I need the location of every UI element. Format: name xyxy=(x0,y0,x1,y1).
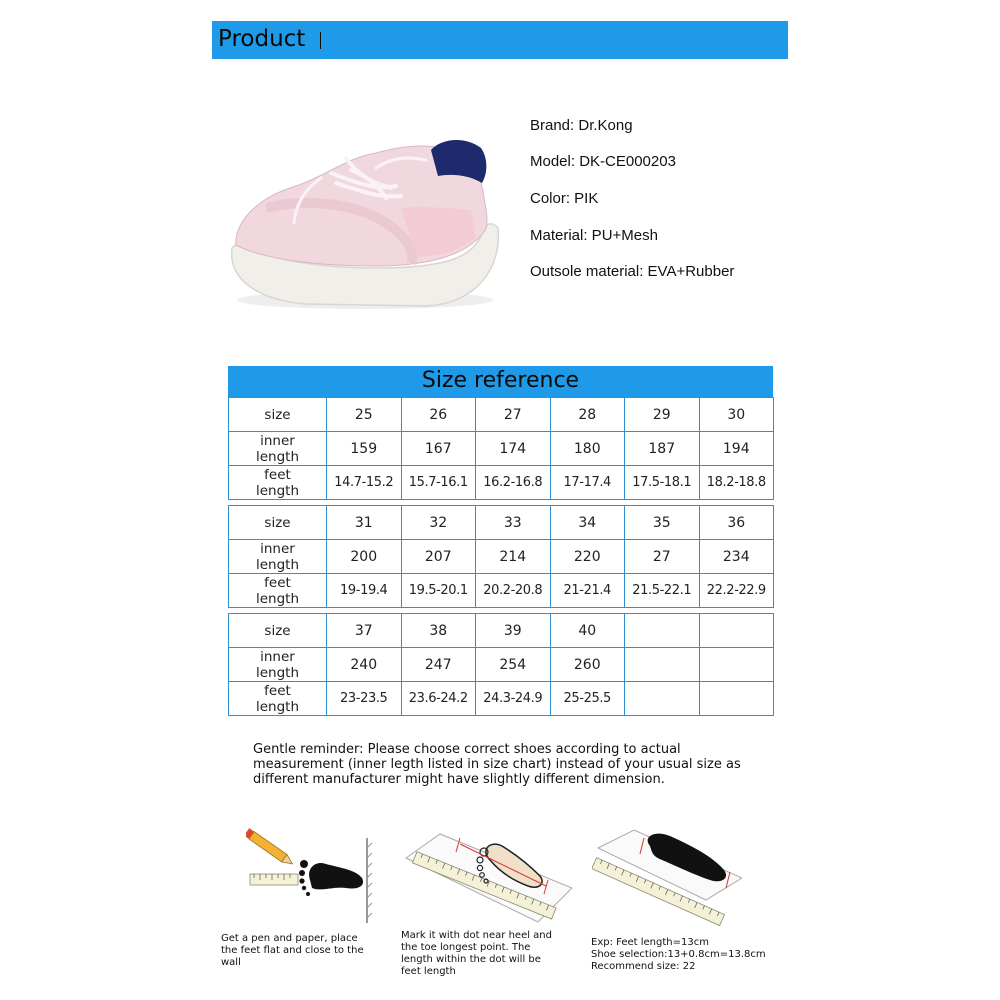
size-cell: 33 xyxy=(476,506,551,540)
inner-cell: 207 xyxy=(401,540,476,574)
spec-outsole: Outsole material: EVA+Rubber xyxy=(530,263,735,280)
inner-cell: 240 xyxy=(327,648,402,682)
caption-line: Exp: Feet length=13cm xyxy=(591,937,709,948)
size-cell: 25 xyxy=(327,398,402,432)
feet-cell: 18.2-18.8 xyxy=(699,466,774,500)
step2-caption xyxy=(401,930,581,978)
label-line: length xyxy=(255,556,300,573)
label-line: inner xyxy=(260,432,295,449)
caption-line: feet length xyxy=(401,966,456,977)
label-line: feet xyxy=(264,574,291,591)
feet-cell: 19-19.4 xyxy=(327,574,402,608)
table-row-inner xyxy=(229,648,774,682)
section-title: Product xyxy=(218,26,306,52)
feet-cell: 14.7-15.2 xyxy=(327,466,402,500)
spec-material: Material: PU+Mesh xyxy=(530,227,658,244)
feet-cell: 17-17.4 xyxy=(550,466,625,500)
table-row-feet xyxy=(229,466,774,500)
row-label-feet xyxy=(229,574,327,608)
size-reference-header xyxy=(228,366,773,397)
row-label-inner xyxy=(229,432,327,466)
inner-cell xyxy=(625,648,700,682)
size-cell: 29 xyxy=(625,398,700,432)
feet-cell: 16.2-16.8 xyxy=(476,466,551,500)
section-header-product xyxy=(212,21,788,59)
feet-cell: 20.2-20.8 xyxy=(476,574,551,608)
inner-cell: 247 xyxy=(401,648,476,682)
step1-caption xyxy=(221,933,391,969)
size-cell xyxy=(625,614,700,648)
step3-illustration xyxy=(592,828,742,928)
size-table-2 xyxy=(228,505,774,608)
feet-cell xyxy=(699,682,774,716)
size-cell: 35 xyxy=(625,506,700,540)
label-line: length xyxy=(255,698,300,715)
label-line: length xyxy=(255,482,300,499)
spec-color: Color: PIK xyxy=(530,190,599,207)
caption-line: the toe longest point. The xyxy=(401,942,531,953)
feet-cell: 15.7-16.1 xyxy=(401,466,476,500)
size-reference-title: Size reference xyxy=(421,368,580,393)
feet-cell: 23.6-24.2 xyxy=(401,682,476,716)
feet-cell: 19.5-20.1 xyxy=(401,574,476,608)
table-row-size xyxy=(229,398,774,432)
row-label-size: size xyxy=(229,614,327,648)
caption-line: Mark it with dot near heel and xyxy=(401,930,552,941)
size-cell: 32 xyxy=(401,506,476,540)
step1-illustration xyxy=(246,828,376,928)
caption-line: length within the dot will be xyxy=(401,954,541,965)
feet-cell: 23-23.5 xyxy=(327,682,402,716)
title-divider xyxy=(320,32,321,49)
label-line: length xyxy=(255,448,300,465)
row-label-feet xyxy=(229,682,327,716)
inner-cell: 194 xyxy=(699,432,774,466)
label-line: feet xyxy=(264,466,291,483)
table-row-size xyxy=(229,506,774,540)
inner-cell xyxy=(699,648,774,682)
caption-line: Recommend size: 22 xyxy=(591,961,696,972)
inner-cell: 214 xyxy=(476,540,551,574)
row-label-inner xyxy=(229,540,327,574)
feet-cell: 25-25.5 xyxy=(550,682,625,716)
feet-cell: 22.2-22.9 xyxy=(699,574,774,608)
size-cell: 40 xyxy=(550,614,625,648)
label-line: feet xyxy=(264,682,291,699)
inner-cell: 174 xyxy=(476,432,551,466)
size-cell: 27 xyxy=(476,398,551,432)
step3-caption xyxy=(591,937,791,973)
inner-cell: 234 xyxy=(699,540,774,574)
feet-cell: 24.3-24.9 xyxy=(476,682,551,716)
row-label-feet xyxy=(229,466,327,500)
label-line: inner xyxy=(260,540,295,557)
inner-cell: 260 xyxy=(550,648,625,682)
caption-line: wall xyxy=(221,957,241,968)
size-cell: 31 xyxy=(327,506,402,540)
inner-cell: 27 xyxy=(625,540,700,574)
size-cell: 26 xyxy=(401,398,476,432)
inner-cell: 254 xyxy=(476,648,551,682)
inner-cell: 200 xyxy=(327,540,402,574)
label-line: inner xyxy=(260,648,295,665)
table-row-feet xyxy=(229,574,774,608)
spec-model: Model: DK-CE000203 xyxy=(530,153,676,170)
reminder-text: Gentle reminder: Please choose correct shoes according to actual measurement (inner legth listed in size chart) instead of your usual size as different manufacturer might have slightly different dimension. xyxy=(253,742,741,787)
size-cell: 36 xyxy=(699,506,774,540)
inner-cell: 167 xyxy=(401,432,476,466)
table-row-inner xyxy=(229,540,774,574)
size-cell: 28 xyxy=(550,398,625,432)
size-cell xyxy=(699,614,774,648)
table-row-feet xyxy=(229,682,774,716)
step2-illustration xyxy=(400,828,572,928)
inner-cell: 187 xyxy=(625,432,700,466)
size-table-1 xyxy=(228,397,774,500)
feet-cell xyxy=(625,682,700,716)
row-label-inner xyxy=(229,648,327,682)
table-row-inner xyxy=(229,432,774,466)
product-image xyxy=(226,128,504,320)
inner-cell: 220 xyxy=(550,540,625,574)
inner-cell: 159 xyxy=(327,432,402,466)
size-cell: 39 xyxy=(476,614,551,648)
size-cell: 38 xyxy=(401,614,476,648)
feet-cell: 21-21.4 xyxy=(550,574,625,608)
size-cell: 34 xyxy=(550,506,625,540)
feet-cell: 17.5-18.1 xyxy=(625,466,700,500)
label-line: length xyxy=(255,590,300,607)
size-cell: 37 xyxy=(327,614,402,648)
caption-line: Get a pen and paper, place xyxy=(221,933,358,944)
row-label-size: size xyxy=(229,506,327,540)
row-label-size: size xyxy=(229,398,327,432)
label-line: length xyxy=(255,664,300,681)
caption-line: the feet flat and close to the xyxy=(221,945,364,956)
feet-cell: 21.5-22.1 xyxy=(625,574,700,608)
inner-cell: 180 xyxy=(550,432,625,466)
spec-brand: Brand: Dr.Kong xyxy=(530,117,633,134)
size-table-3 xyxy=(228,613,774,716)
table-row-size xyxy=(229,614,774,648)
caption-line: Shoe selection:13+0.8cm=13.8cm xyxy=(591,949,766,960)
size-cell: 30 xyxy=(699,398,774,432)
